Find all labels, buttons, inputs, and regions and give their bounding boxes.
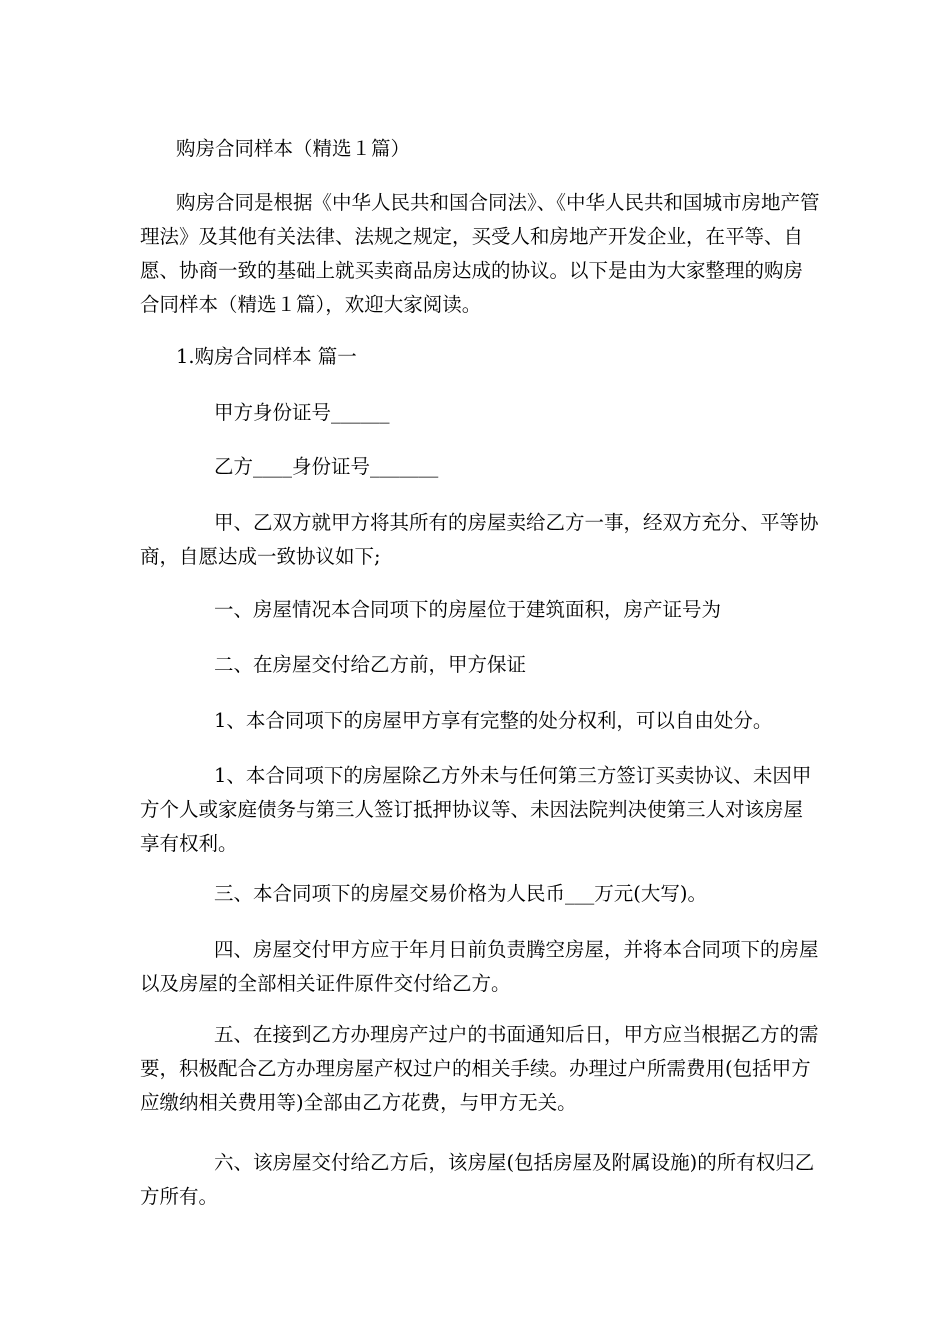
clause-2-item-disposal: 1、本合同项下的房屋甲方享有完整的处分权利，可以自由处分。 bbox=[214, 709, 773, 732]
clause-6-ownership: 六、该房屋交付给乙方后，该房屋(包括房屋及附属设施)的所有权归乙方所有。 bbox=[140, 1151, 815, 1208]
clause-3-price: 三、本合同项下的房屋交易价格为人民币___万元(大写)。 bbox=[214, 882, 707, 905]
clause-2-item-encumbrance: 1、本合同项下的房屋除乙方外未与任何第三方签订买卖协议、未因甲方个人或家庭债务与第三人签订抵押协议等、未因法院判决使第三人对该房屋享有权利。 bbox=[140, 764, 812, 855]
document-title: 购房合同样本（精选１篇） bbox=[176, 137, 411, 160]
clause-5-transfer: 五、在接到乙方办理房产过户的书面通知后日，甲方应当根据乙方的需要，积极配合乙方办理房屋产权过户的相关手续。办理过户所需费用(包括甲方应缴纳相关费用等)全部由乙方花费，与甲方无关。 bbox=[140, 1023, 819, 1114]
agreement-intro: 甲、乙双方就甲方将其所有的房屋卖给乙方一事，经双方充分、平等协商，自愿达成一致协议如下; bbox=[140, 511, 819, 568]
intro-paragraph: 购房合同是根据《中华人民共和国合同法》、《中华人民共和国城市房地产管理法》及其他有关法律、法规之规定，买受人和房地产开发企业，在平等、自愿、协商一致的基础上就买卖商品房达成的协议。以下是由为大家整理的购房合同样本（精选１篇），欢迎大家阅读。 bbox=[140, 191, 820, 316]
clause-2-guarantee: 二、在房屋交付给乙方前，甲方保证 bbox=[214, 653, 527, 676]
party-b-line: 乙方____身份证号_______ bbox=[214, 455, 439, 478]
clause-1-property: 一、房屋情况本合同项下的房屋位于建筑面积，房产证号为 bbox=[214, 598, 722, 621]
clause-4-delivery: 四、房屋交付甲方应于年月日前负责腾空房屋，并将本合同项下的房屋以及房屋的全部相关证件原件交付给乙方。 bbox=[140, 938, 819, 995]
section-heading: 1.购房合同样本 篇一 bbox=[176, 345, 357, 368]
party-a-line: 甲方身份证号______ bbox=[214, 401, 390, 424]
